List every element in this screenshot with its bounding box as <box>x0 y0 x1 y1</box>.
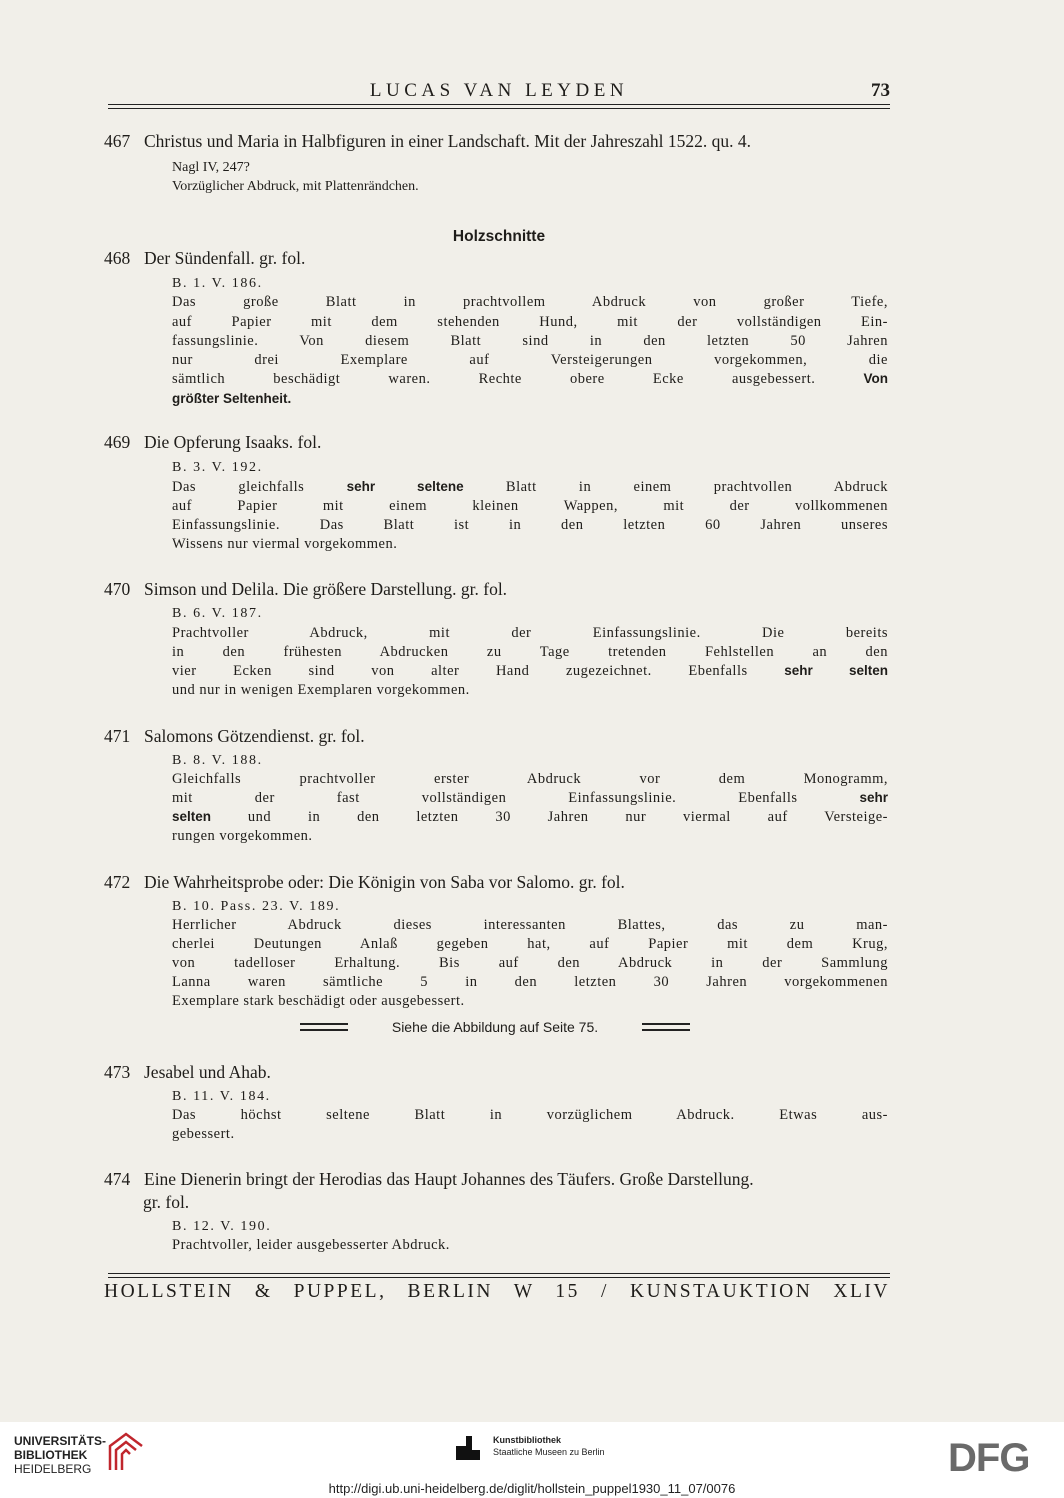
entry-text: mit der fast vollständigen Einfassungslinie. Ebenfalls <box>172 790 798 806</box>
entry-469-heading <box>104 432 321 453</box>
page-number: 73 <box>871 80 890 101</box>
entry-text-line <box>172 371 888 388</box>
double-rule <box>642 1023 690 1031</box>
entry-reference: B. 10. Pass. 23. V. 189. <box>172 899 341 914</box>
entry-467-heading <box>104 131 751 152</box>
running-title: LUCAS VAN LEYDEN <box>369 80 629 101</box>
entry-reference: B. 12. V. 190. <box>172 1219 272 1234</box>
entry-text-line <box>172 391 888 408</box>
entry-text-line: gebessert. <box>172 1126 235 1142</box>
entry-description: Vorzüglicher Abdruck, mit Plattenrändchen. <box>172 179 419 194</box>
ub-line: BIBLIOTHEK <box>14 1448 88 1462</box>
entry-text-line <box>172 790 888 807</box>
footer-rule <box>108 1277 890 1278</box>
entry-reference: B. 1. V. 186. <box>172 276 263 291</box>
entry-text: sämtlich beschädigt waren. Rechte obere Ecke ausgebessert. <box>172 371 816 387</box>
entry-title: Die Opferung Isaaks. fol. <box>144 432 322 452</box>
emphasis-text: größter Seltenheit. <box>172 391 292 406</box>
entry-text-line: auf Papier mit einem kleinen Wappen, mit der vollkommenen <box>172 498 888 514</box>
entry-title: Eine Dienerin bringt der Herodias das Haupt Johannes des Täufers. Große Darstellung. <box>144 1169 754 1189</box>
entry-number: 471 <box>104 726 131 746</box>
entry-text-line <box>172 479 888 496</box>
entry-text: Blatt in einem prachtvollen Abdruck <box>505 479 889 495</box>
entry-text-line: Herrlicher Abdruck dieses interessanten Blattes, das zu man- <box>172 917 888 933</box>
entry-title: Salomons Götzendienst. gr. fol. <box>144 726 365 746</box>
entry-reference: B. 6. V. 187. <box>172 606 263 621</box>
ub-heidelberg-label <box>14 1434 106 1476</box>
dfg-logo: DFG <box>948 1436 1030 1480</box>
entry-470-heading <box>104 579 507 600</box>
entry-number: 469 <box>104 432 131 452</box>
entry-text-line: fassungslinie. Von diesem Blatt sind in den letzten 50 Jahren <box>172 333 888 349</box>
double-rule <box>300 1023 348 1031</box>
entry-468-heading <box>104 248 305 269</box>
entry-reference: B. 3. V. 192. <box>172 460 263 475</box>
entry-472-heading <box>104 872 625 893</box>
entry-text-line: Prachtvoller Abdruck, mit der Einfassungslinie. Die bereits <box>172 625 888 641</box>
entry-reference: B. 8. V. 188. <box>172 753 263 768</box>
entry-text: Das gleichfalls <box>172 479 305 495</box>
entry-number: 470 <box>104 579 131 599</box>
footer-rule <box>108 1273 890 1274</box>
entry-title: Der Sündenfall. gr. fol. <box>144 248 306 268</box>
entry-number: 472 <box>104 872 131 892</box>
ub-line: UNIVERSITÄTS- <box>14 1434 107 1448</box>
entry-text-line: in den frühesten Abdrucken zu Tage tretenden Fehlstellen an den <box>172 644 888 660</box>
entry-text: und in den letzten 30 Jahren nur viermal auf Versteige- <box>247 809 888 825</box>
emphasis-text: sehr <box>859 790 888 805</box>
entry-title-continuation: gr. fol. <box>143 1192 190 1212</box>
entry-number: 468 <box>104 248 131 268</box>
entry-number: 474 <box>104 1169 131 1189</box>
permalink-url[interactable]: http://digi.ub.uni-heidelberg.de/diglit/hollstein_puppel1930_11_07/0076 <box>328 1481 736 1496</box>
emphasis-text: selten <box>172 809 212 824</box>
entry-text-line: Das höchst seltene Blatt in vorzüglichem Abdruck. Etwas aus- <box>172 1107 888 1123</box>
kb-line: Staatliche Museen zu Berlin <box>493 1447 605 1457</box>
see-illustration-note <box>300 1017 690 1037</box>
entry-reference: Nagl IV, 247? <box>172 160 250 175</box>
entry-text-line: Lanna waren sämtliche 5 in den letzten 30 Jahren vorgekommenen <box>172 974 888 990</box>
header-rule <box>108 104 890 105</box>
entry-474-heading <box>104 1169 754 1190</box>
header-rule <box>108 108 890 109</box>
section-heading: Holzschnitte <box>452 228 546 245</box>
entry-text-line: Gleichfalls prachtvoller erster Abdruck vor dem Monogramm, <box>172 771 888 787</box>
entry-text-line: und nur in wenigen Exemplaren vorgekommen. <box>172 682 470 698</box>
emphasis-text: Von <box>863 371 888 386</box>
kb-line: Kunstbibliothek <box>493 1435 561 1445</box>
entry-text-line: Prachtvoller, leider ausgebesserter Abdruck. <box>172 1237 450 1253</box>
entry-text-line: cherlei Deutungen Anlaß gegeben hat, auf Papier mit dem Krug, <box>172 936 888 952</box>
entry-text-line: Einfassungslinie. Das Blatt ist in den letzten 60 Jahren unseres <box>172 517 888 533</box>
entry-text-line <box>172 663 888 680</box>
entry-text-line: auf Papier mit dem stehenden Hund, mit der vollständigen Ein- <box>172 314 888 330</box>
see-illustration-text: Siehe die Abbildung auf Seite 75. <box>391 1019 599 1035</box>
kunstbibliothek-label <box>493 1434 605 1458</box>
entry-reference: B. 11. V. 184. <box>172 1089 271 1104</box>
entry-title: Die Wahrheitsprobe oder: Die Königin von Saba vor Salomo. gr. fol. <box>144 872 625 892</box>
entry-title: Christus und Maria in Halbfiguren in einer Landschaft. Mit der Jahreszahl 1522. qu. 4. <box>144 131 752 151</box>
entry-text-line: von tadelloser Erhaltung. Bis auf den Abdruck in der Sammlung <box>172 955 888 971</box>
entry-text-line <box>172 809 888 826</box>
entry-text-line: rungen vorgekommen. <box>172 828 313 844</box>
entry-text: vier Ecken sind von alter Hand zugezeichnet. Ebenfalls <box>172 663 748 679</box>
entry-title: Simson und Delila. Die größere Darstellung. gr. fol. <box>144 579 508 599</box>
entry-text-line: Exemplare stark beschädigt oder ausgebessert. <box>172 993 465 1009</box>
emphasis-text: sehr seltene <box>346 479 464 494</box>
kunstbibliothek-logo-icon <box>452 1432 484 1464</box>
entry-title: Jesabel und Ahab. <box>144 1062 271 1082</box>
ub-line: HEIDELBERG <box>14 1462 92 1476</box>
entry-text-line: nur drei Exemplare auf Versteigerungen vorgekommen, die <box>172 352 888 368</box>
running-footer: HOLLSTEIN & PUPPEL, BERLIN W 15 / KUNSTAUKTION XLIV <box>104 1281 890 1302</box>
entry-number: 473 <box>104 1062 131 1082</box>
emphasis-text: sehr selten <box>784 663 888 678</box>
entry-text-line: Das große Blatt in prachtvollem Abdruck von großer Tiefe, <box>172 294 888 310</box>
entry-473-heading <box>104 1062 271 1083</box>
ub-heidelberg-logo-icon <box>104 1430 148 1474</box>
entry-471-heading <box>104 726 365 747</box>
entry-text-line: Wissens nur viermal vorgekommen. <box>172 536 398 552</box>
entry-number: 467 <box>104 131 131 151</box>
